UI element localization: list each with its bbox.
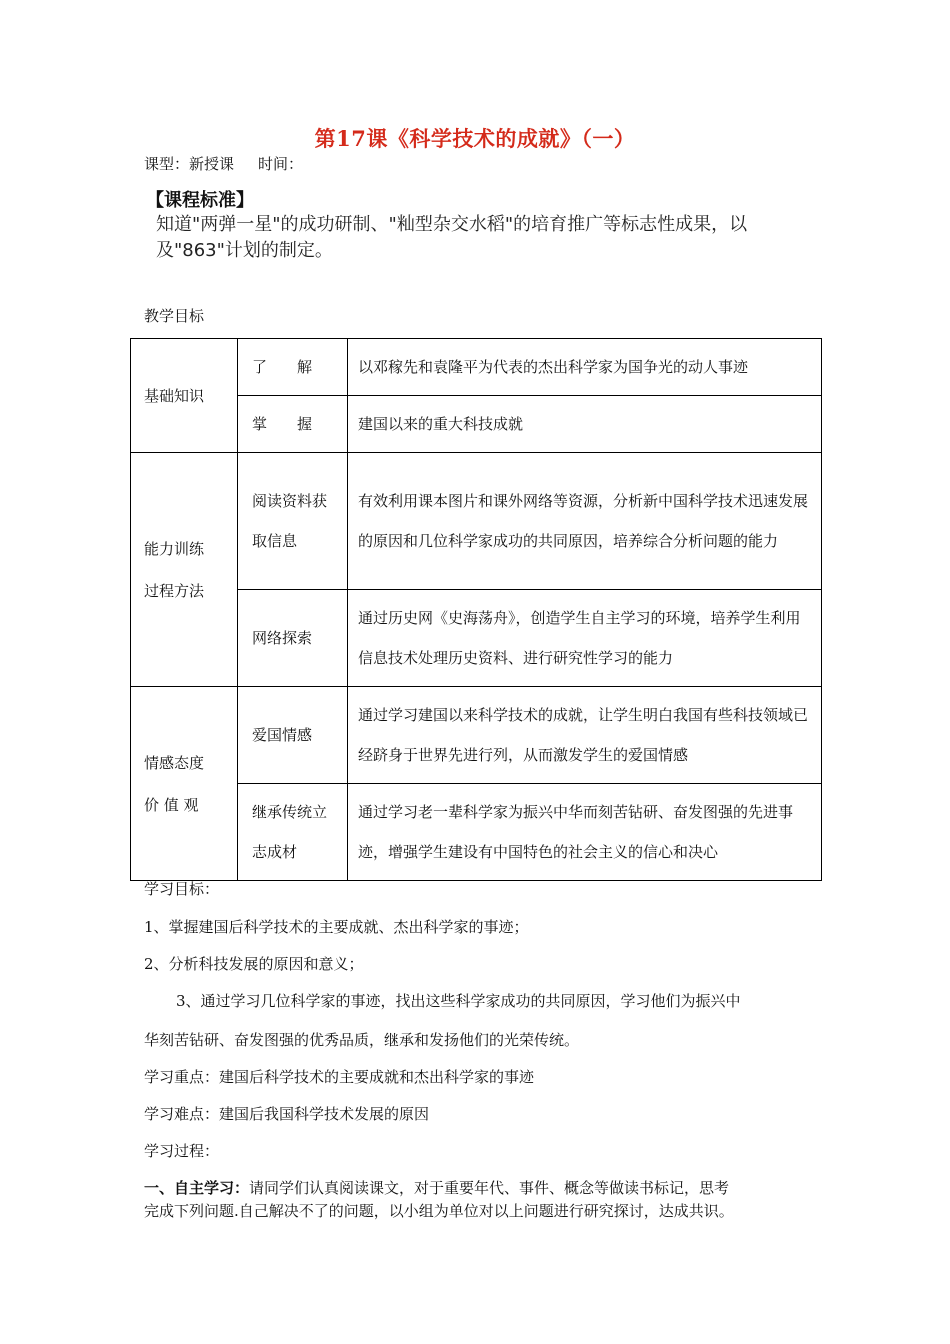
teaching-goals-table [130,338,822,881]
self-study-line-1 [144,1177,729,1198]
lesson-meta [144,153,303,174]
teaching-goals-label: 教学目标 [144,307,205,325]
sub-category-cell: 网络探索 [238,590,348,687]
content-cell: 有效利用课本图片和课外网络等资源，分析新中国科学技术迅速发展的原因和几位科学家成功的共同原因，培养综合分析问题的能力 [348,453,822,590]
table-row [131,687,822,784]
sub-category-cell: 阅读资料获取信息 [238,453,348,590]
sub-category-cell: 了 解 [238,339,348,396]
sub-category-cell: 继承传统立志成材 [238,784,348,881]
learning-goal-item: 1、掌握建国后科学技术的主要成就、杰出科学家的事迹； [144,918,529,936]
category-cell: 基础知识 [131,339,238,453]
content-cell: 以邓稼先和袁隆平为代表的杰出科学家为国争光的动人事迹 [348,339,822,396]
sub-category-cell: 掌 握 [238,396,348,453]
lesson-title: 第17课《科学技术的成就》（一） [314,126,636,151]
content-cell: 通过历史网《史海荡舟》，创造学生自主学习的环境，培养学生利用信息技术处理历史资料、进行研究性学习的能力 [348,590,822,687]
key-point: 学习重点：建国后科学技术的主要成就和杰出科学家的事迹 [144,1068,535,1086]
self-study-line-2: 完成下列问题.自己解决不了的问题，以小组为单位对以上问题进行研究探讨，达成共识。 [144,1202,734,1220]
curriculum-standard-heading: 【课程标准】 [146,190,254,211]
process-label: 学习过程： [144,1142,220,1160]
learning-goal-item: 2、分析科技发展的原因和意义； [144,955,364,973]
self-study-heading: 一、自主学习： [144,1179,250,1197]
learning-goal-item: 3、通过学习几位科学家的事迹，找出这些科学家成功的共同原因，学习他们为振兴中 [176,992,741,1010]
sub-category-cell: 爱国情感 [238,687,348,784]
self-study-text: 请同学们认真阅读课文，对于重要年代、事件、概念等做读书标记，思考 [249,1179,730,1197]
lesson-type: 课型：新授课 [144,155,235,173]
difficult-point: 学习难点：建国后我国科学技术发展的原因 [144,1105,430,1123]
learning-goals-label: 学习目标： [144,880,220,898]
table-row [131,339,822,396]
category-cell: 能力训练过程方法 [131,453,238,687]
learning-goal-item: 华刻苦钻研、奋发图强的优秀品质，继承和发扬他们的光荣传统。 [144,1031,580,1049]
content-cell: 建国以来的重大科技成就 [348,396,822,453]
curriculum-standard-body: 知道"两弹一星"的成功研制、"籼型杂交水稻"的培育推广等标志性成果，以及"863"计划的制定。 [156,214,748,261]
content-cell: 通过学习老一辈科学家为振兴中华而刻苦钻研、奋发图强的先进事迹，增强学生建设有中国特色的社会主义的信心和决心 [348,784,822,881]
lesson-time: 时间： [258,155,304,173]
category-cell: 情感态度价 值 观 [131,687,238,881]
table-row [131,453,822,590]
content-cell: 通过学习建国以来科学技术的成就，让学生明白我国有些科技领域已经跻身于世界先进行列，从而激发学生的爱国情感 [348,687,822,784]
